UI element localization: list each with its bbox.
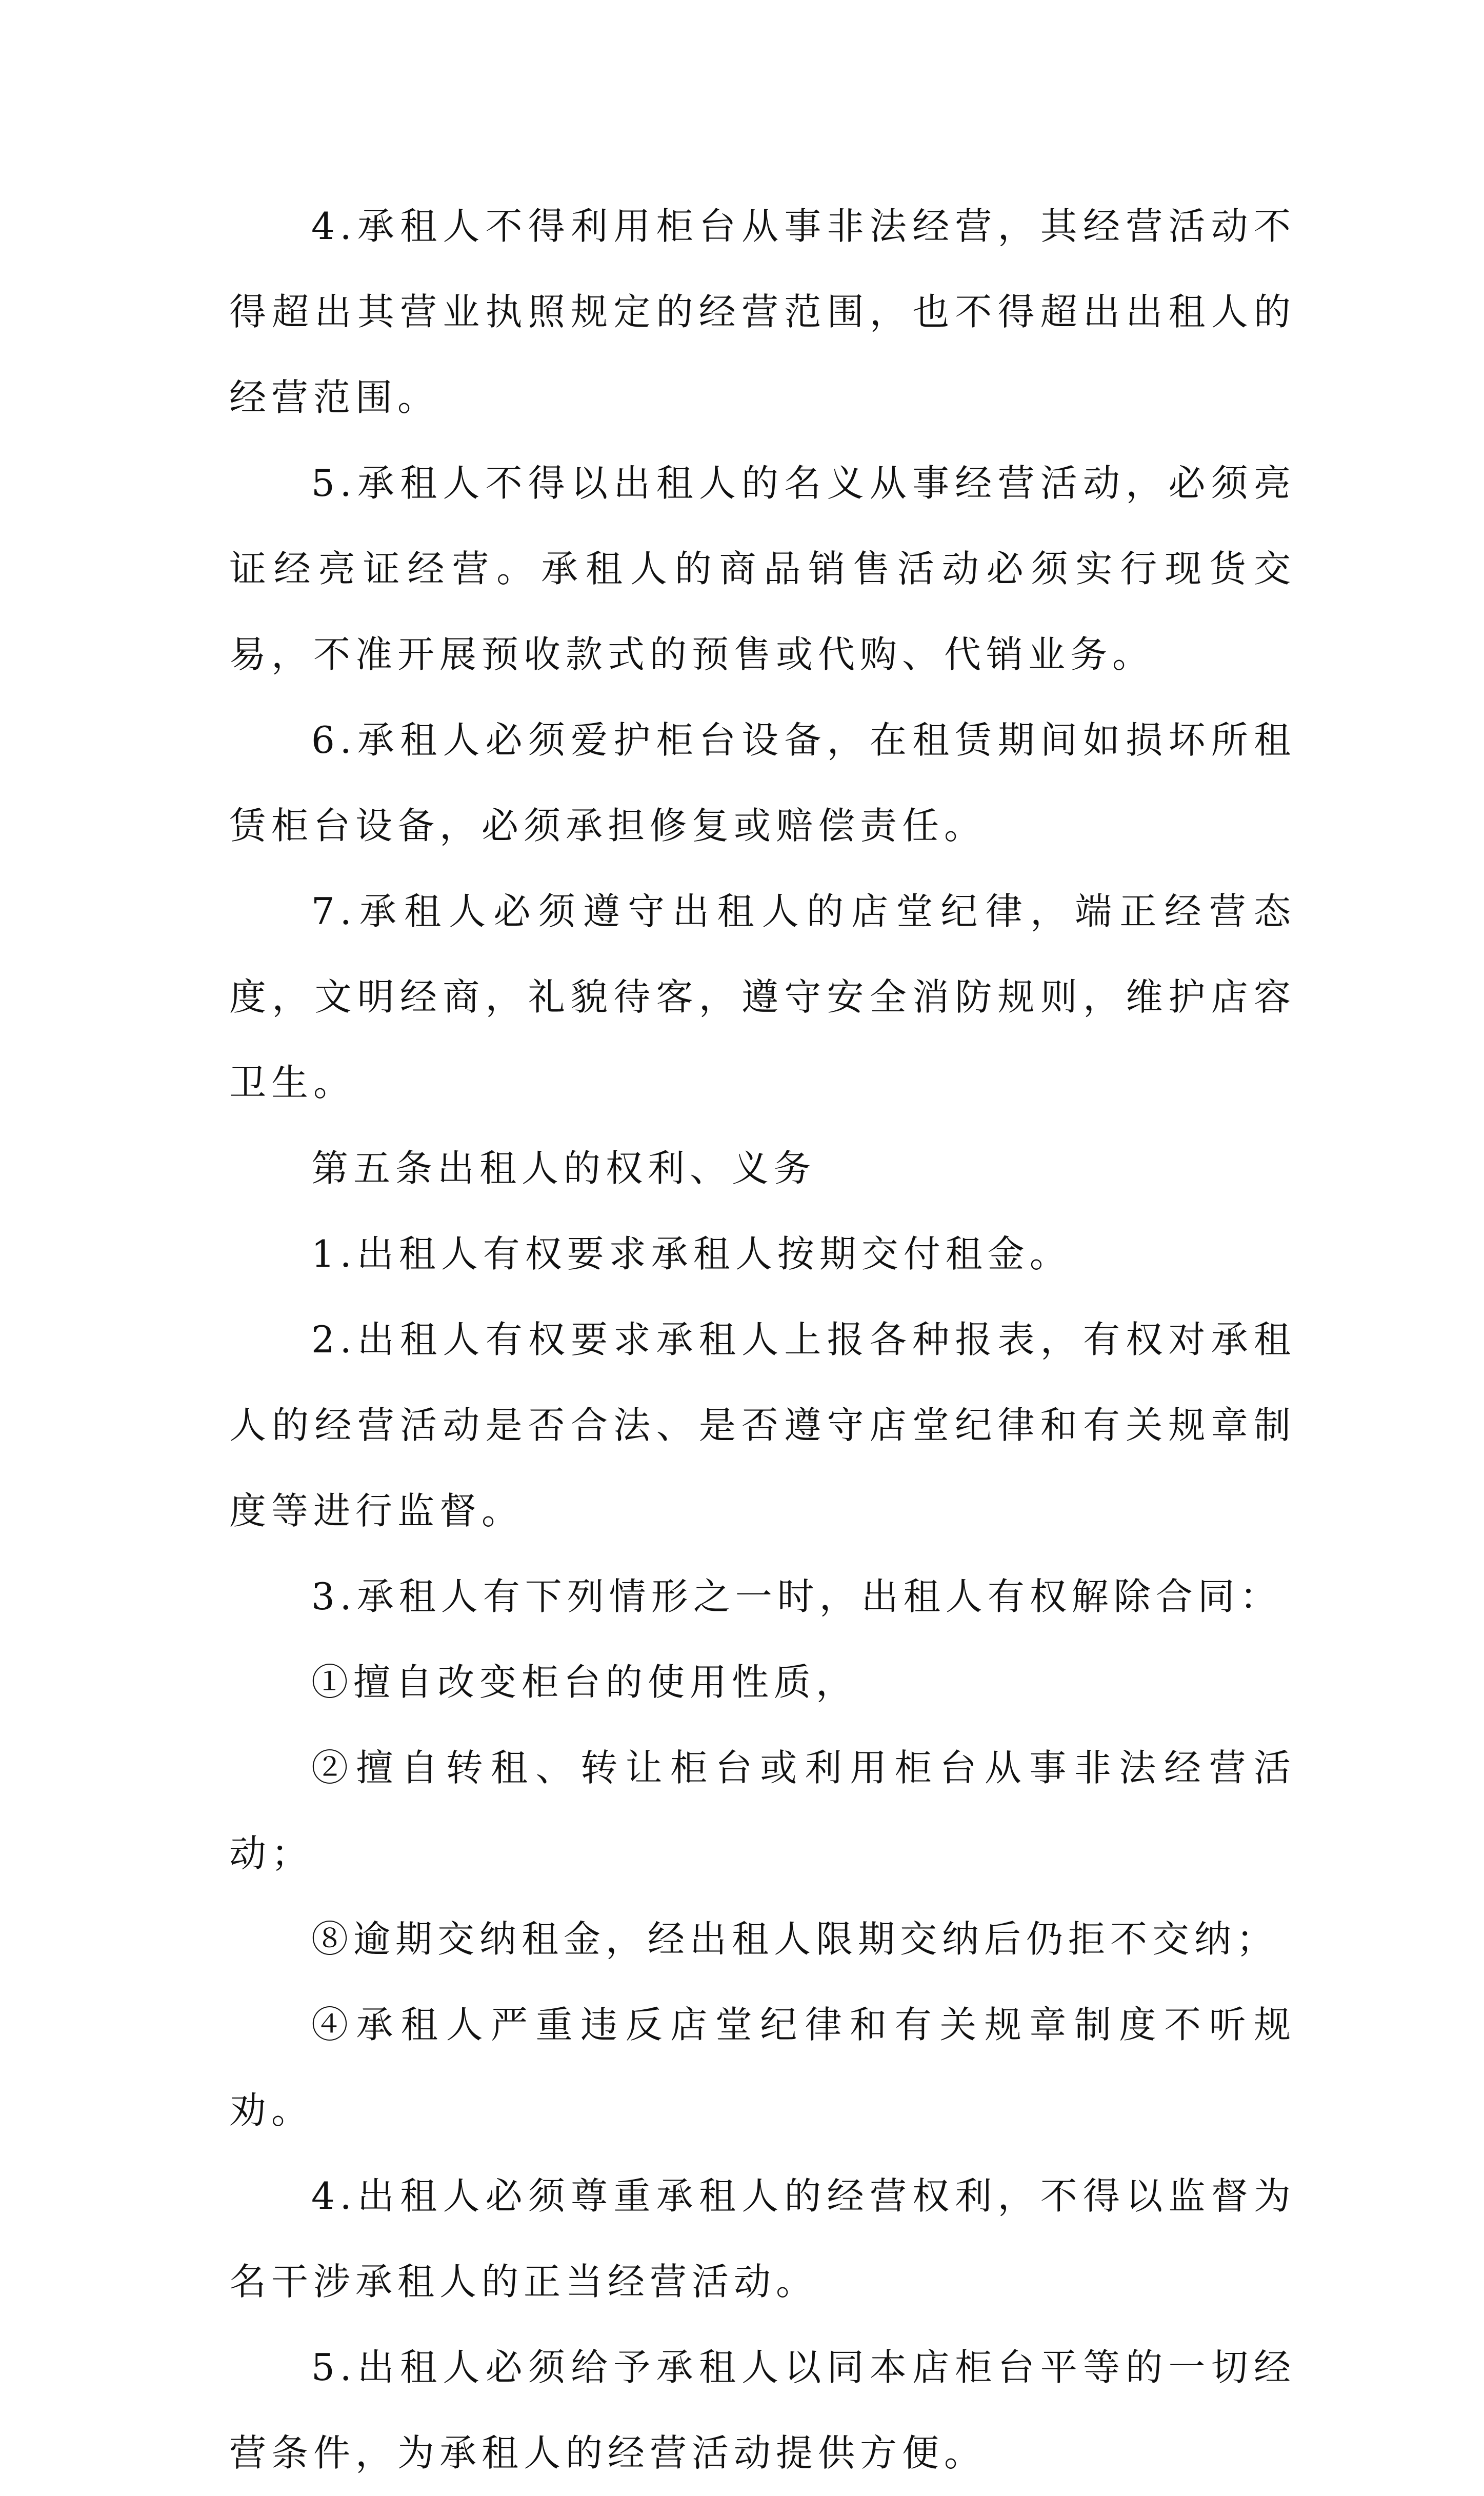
list-item-circled-4: ④承租人严重违反店堂纪律和有关规章制度不听规劝。 bbox=[229, 2003, 1296, 2132]
paragraph-clause-5-3: 3.承租人有下列情形之一时，出租人有权解除合同： bbox=[311, 1575, 1282, 1618]
section-heading-article-5: 第五条出租人的权利、义务 bbox=[311, 1147, 816, 1190]
paragraph-clause-5-2: 2.出租人有权要求承租人上报各种报表，有权对承租人的经营活动是否合法、是否遵守店堂纪律和有关规章制度等进行监督。 bbox=[229, 1318, 1296, 1532]
paragraph-clause-4-4: 4.承租人不得利用柜台从事非法经营，其经营活动不得超出其营业执照规定的经营范围，也不得超出出租人的经营范围。 bbox=[229, 205, 1296, 419]
list-item-circled-3: ⑧逾期交纳租金，经出租人限期交纳后仍拒不交纳； bbox=[311, 1918, 1279, 1961]
paragraph-clause-5-5: 5.出租人必须给予承租人以同本店柜台平等的一切经营条件，为承租人的经营活动提供方便。 bbox=[229, 2346, 1296, 2474]
paragraph-clause-4-7: 7.承租人必须遵守出租人的店堂纪律，端正经营态度，文明经商，礼貌待客，遵守安全消防规则，维护店容卫生。 bbox=[229, 890, 1296, 1104]
paragraph-clause-5-4: 4.出租人必须尊重承租人的经营权利，不得以监督为名干涉承租人的正当经营活动。 bbox=[229, 2174, 1296, 2303]
paragraph-clause-5-1: 1.出租人有权要求承租人按期交付租金。 bbox=[311, 1232, 1072, 1275]
document-body bbox=[229, 184, 1296, 2496]
paragraph-clause-4-5: 5.承租人不得以出租人的名义从事经营活动，必须亮证经亮证经营。承租人的商品销售活动必须实行现货交易，不准开展预收款式的预售或代购、代销业务。 bbox=[229, 462, 1296, 676]
list-item-circled-1: ①擅自改变柜台的使用性质， bbox=[311, 1661, 858, 1704]
list-item-circled-2: ②擅自转租、转让柜台或利用柜台从事非法经营活动； bbox=[229, 1746, 1296, 1875]
paragraph-clause-4-6: 6.承租人必须爱护柜台设备，在租赁期间如损坏所租赁柜台设备，必须承担修复或赔偿责任。 bbox=[229, 718, 1296, 847]
